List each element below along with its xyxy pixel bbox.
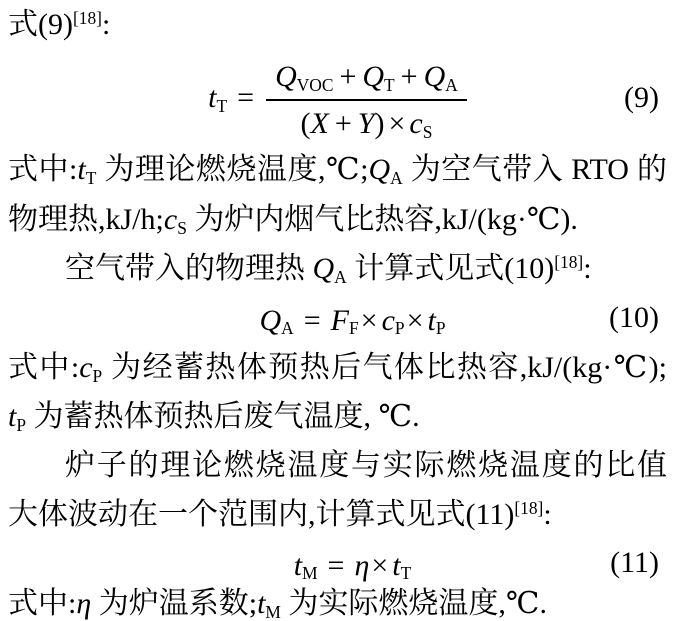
math-subscript: P bbox=[16, 414, 27, 435]
plus-sign: + bbox=[400, 60, 418, 94]
math-var-letter: η bbox=[76, 587, 92, 620]
math-subscript: P bbox=[92, 365, 103, 386]
equals-sign: = bbox=[303, 303, 321, 337]
text-run: 为蓄热体预热后废气温度, ℃. bbox=[26, 400, 420, 433]
text-run: 大体波动在一个范围内,计算式见式(11) bbox=[8, 498, 515, 531]
math-subscript: M bbox=[265, 601, 281, 621]
text-run: 为炉温系数; bbox=[91, 587, 258, 620]
intro-colon: : bbox=[101, 8, 111, 41]
math-subscript: A bbox=[334, 266, 347, 287]
equation-11 bbox=[8, 539, 667, 586]
explanation-10-line1 bbox=[8, 343, 667, 393]
equation-9 bbox=[8, 50, 667, 145]
citation-ref: [18] bbox=[72, 8, 102, 29]
plus-sign: + bbox=[339, 60, 357, 94]
math-subscript: T bbox=[384, 74, 395, 95]
math-var-letter: c bbox=[409, 107, 423, 141]
math-var-letter: c bbox=[163, 203, 178, 236]
math-var-letter: Q bbox=[275, 60, 297, 94]
math-subscript: F bbox=[348, 318, 359, 339]
plus-sign: + bbox=[334, 107, 352, 141]
fraction-denominator bbox=[292, 101, 442, 143]
equals-sign: = bbox=[237, 81, 255, 114]
text-run: 为理论燃烧温度,℃; bbox=[96, 153, 369, 186]
left-paren: ( bbox=[300, 107, 311, 141]
math-var-letter: η bbox=[354, 548, 370, 582]
text-run: 空气带入的物理热 bbox=[65, 252, 313, 285]
math-subscript: P bbox=[394, 318, 405, 339]
intro-text: 式(9) bbox=[8, 8, 73, 41]
equation-11-body bbox=[294, 546, 412, 585]
explanation-10-line2 bbox=[8, 393, 667, 441]
math-var-letter: t bbox=[8, 400, 17, 433]
text-run: 物理热,kJ/h; bbox=[8, 203, 164, 236]
right-paren: ) bbox=[374, 107, 385, 141]
math-var-letter: Q bbox=[312, 252, 335, 285]
math-subscript: T bbox=[85, 167, 97, 188]
math-var-letter: Y bbox=[357, 107, 375, 141]
math-subscript: S bbox=[177, 217, 187, 238]
equation-10-number: (10) bbox=[609, 301, 659, 334]
equation-10-body bbox=[259, 301, 445, 340]
equation-10 bbox=[8, 293, 667, 343]
fraction-numerator bbox=[266, 57, 467, 101]
math-var bbox=[208, 81, 227, 114]
multiply-sign: × bbox=[388, 107, 406, 141]
math-subscript: P bbox=[435, 318, 446, 339]
text-run: 式中: bbox=[8, 587, 77, 620]
math-subscript: A bbox=[445, 74, 458, 95]
paragraph-eq11-line2 bbox=[8, 491, 667, 539]
text-run: 炉子的理论燃烧温度与实际燃烧温度的比值 bbox=[65, 449, 667, 482]
text-run: 为炉内烟气比热容,kJ/(kg·℃). bbox=[186, 203, 578, 236]
equation-9-fraction bbox=[266, 57, 467, 143]
math-var-letter: F bbox=[330, 303, 349, 337]
multiply-sign: × bbox=[406, 303, 424, 337]
math-var-letter: Q bbox=[259, 303, 282, 337]
math-var-letter: Q bbox=[362, 60, 385, 94]
math-var-letter: t bbox=[293, 548, 303, 582]
citation-ref: [18] bbox=[514, 498, 544, 519]
math-var-letter: Q bbox=[368, 153, 391, 186]
text-run: 式中: bbox=[8, 153, 78, 186]
text-run: 计算式见式(10) bbox=[346, 252, 555, 285]
explanation-9-line1 bbox=[8, 145, 667, 195]
text-run: : bbox=[583, 252, 592, 285]
math-var-letter: t bbox=[208, 81, 217, 114]
math-subscript: A bbox=[390, 167, 403, 188]
multiply-sign: × bbox=[360, 303, 378, 337]
math-var-letter: t bbox=[427, 303, 436, 337]
text-run: 为空气带入 RTO 的 bbox=[402, 153, 667, 186]
text-run: : bbox=[543, 498, 552, 531]
math-subscript: T bbox=[216, 95, 228, 116]
equals-sign: = bbox=[327, 548, 345, 582]
math-subscript: S bbox=[422, 121, 433, 142]
math-var-letter: c bbox=[79, 351, 93, 384]
math-var-letter: X bbox=[310, 107, 329, 141]
multiply-sign: × bbox=[371, 548, 389, 582]
paragraph-eq11-line1 bbox=[8, 441, 667, 491]
math-var-letter: c bbox=[381, 303, 395, 337]
text-run: 为经蓄热体预热后气体比热容,kJ/(kg·℃); bbox=[102, 351, 667, 384]
explanation-11-line bbox=[8, 586, 667, 621]
intro-line bbox=[8, 0, 667, 50]
equation-11-number: (11) bbox=[610, 545, 659, 579]
explanation-9-line2 bbox=[8, 195, 667, 245]
math-var-letter: t bbox=[392, 548, 401, 582]
text-run: 为实际燃烧温度,℃. bbox=[280, 587, 547, 620]
math-var-letter: t bbox=[257, 587, 266, 620]
math-var-letter: Q bbox=[423, 60, 446, 94]
math-subscript: T bbox=[400, 563, 412, 584]
citation-ref: [18] bbox=[554, 252, 584, 273]
text-run: 式中: bbox=[8, 351, 80, 384]
equation-9-body bbox=[208, 57, 467, 143]
equation-9-number: (9) bbox=[624, 80, 659, 114]
math-subscript: VOC bbox=[296, 74, 334, 95]
math-var-letter: t bbox=[77, 153, 86, 186]
paragraph-eq10-intro bbox=[8, 245, 667, 293]
math-subscript: A bbox=[281, 318, 294, 339]
math-subscript: M bbox=[302, 563, 318, 584]
